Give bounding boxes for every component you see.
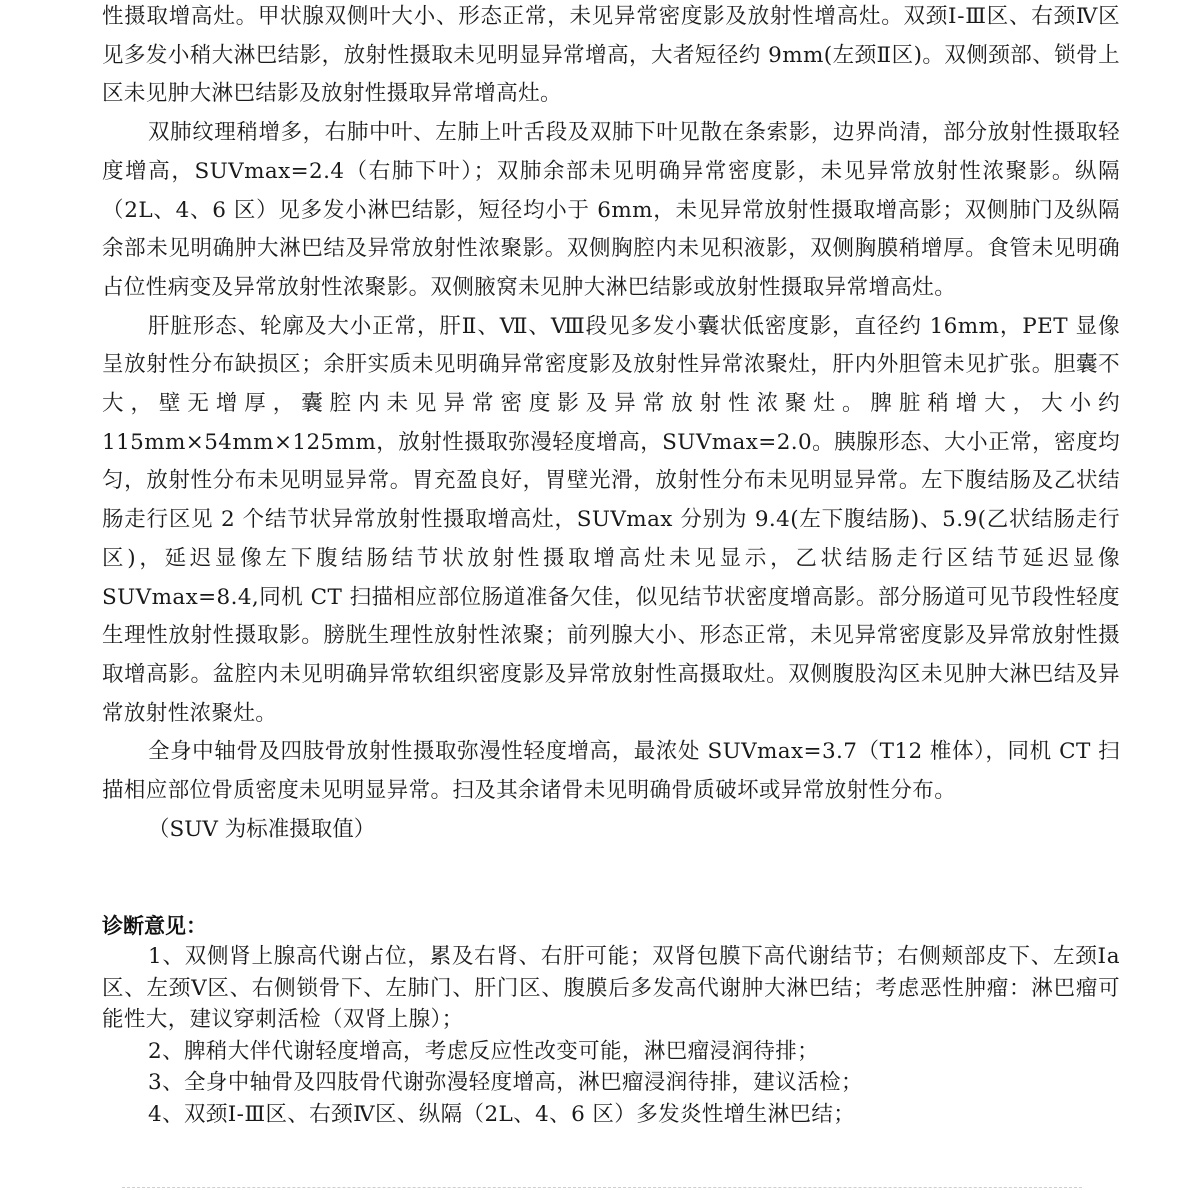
- page-divider: [122, 1187, 1082, 1188]
- report-page: [102, 0, 1120, 1130]
- diagnosis-item: 3、全身中轴骨及四肢骨代谢弥漫轻度增高，淋巴瘤浸润待排，建议活检；: [148, 1070, 863, 1096]
- diagnosis-item: 4、双颈Ⅰ-Ⅲ区、右颈Ⅳ区、纵隔（2L、4、6 区）多发炎性增生淋巴结；: [148, 1101, 856, 1127]
- diagnosis-item: 2、脾稍大伴代谢轻度增高，考虑反应性改变可能，淋巴瘤浸润待排；: [148, 1038, 820, 1064]
- diagnosis-section: [102, 911, 1120, 1130]
- findings-paragraph-chest: 双肺纹理稍增多，右肺中叶、左肺上叶舌段及双肺下叶见散在条索影，边界尚清，部分放射性摄取轻度增高，SUVmax=2.4（右肺下叶）；双肺余部未见明确异常密度影，未见异常放射性浓聚影。纵隔（2L、4、6 区）见多发小淋巴结影，短径均小于 6mm，未见异常放射性摄取增高影；双侧肺门及纵隔余部未见明确肿大淋巴结及异常放射性浓聚影。双侧胸腔内未见积液影，双侧胸膜稍增厚。食管未见明确占位性病变及异常放射性浓聚影。双侧腋窝未见肿大淋巴结影或放射性摄取异常增高灶。: [102, 120, 1120, 300]
- findings-section: [102, 0, 1120, 849]
- findings-paragraph-abdomen: 肝脏形态、轮廓及大小正常，肝Ⅱ、Ⅶ、Ⅷ段见多发小囊状低密度影，直径约 16mm，PET 显像呈放射性分布缺损区；余肝实质未见明确异常密度影及放射性异常浓聚灶，肝内外胆管未见扩张。胆囊不大，壁无增厚，囊腔内未见异常密度影及异常放射性浓聚灶。脾脏稍增大，大小约 115mm×54mm×125mm，放射性摄取弥漫轻度增高，SUVmax=2.0。胰腺形态、大小正常，密度均匀，放射性分布未见明显异常。胃充盈良好，胃壁光滑，放射性分布未见明显异常。左下腹结肠及乙状结肠走行区见 2 个结节状异常放射性摄取增高灶，SUVmax 分别为 9.4(左下腹结肠)、5.9(乙状结肠走行区)，延迟显像左下腹结肠结节状放射性摄取增高灶未见显示，乙状结肠走行区结节延迟显像 SUVmax=8.4,同机 CT 扫描相应部位肠道准备欠佳，似见结节状密度增高影。部分肠道可见节段性轻度生理性放射性摄取影。膀胱生理性放射性浓聚；前列腺大小、形态正常，未见异常密度影及异常放射性摄取增高影。盆腔内未见明确异常软组织密度影及异常放射性高摄取灶。双侧腹股沟区未见肿大淋巴结及异常放射性浓聚灶。: [102, 313, 1120, 726]
- suv-note: （SUV 为标准摄取值）: [148, 816, 376, 842]
- findings-paragraph-bone: 全身中轴骨及四肢骨放射性摄取弥漫性轻度增高，最浓处 SUVmax=3.7（T12 椎体），同机 CT 扫描相应部位骨质密度未见明显异常。扫及其余诸骨未见明确骨质破坏或异常放射性分布。: [102, 739, 1120, 804]
- diagnosis-item: 1、双侧肾上腺高代谢占位，累及右肾、右肝可能；双肾包膜下高代谢结节；右侧颊部皮下、左颈Ⅰa 区、左颈Ⅴ区、右侧锁骨下、左肺门、肝门区、腹膜后多发高代谢肿大淋巴结；考虑恶性肿瘤：淋巴瘤可能性大，建议穿刺活检（双肾上腺）；: [102, 944, 1120, 1033]
- findings-paragraph-neck: 性摄取增高灶。甲状腺双侧叶大小、形态正常，未见异常密度影及放射性增高灶。双颈Ⅰ-Ⅲ区、右颈Ⅳ区见多发小稍大淋巴结影，放射性摄取未见明显异常增高，大者短径约 9mm(左颈Ⅱ区)。双侧颈部、锁骨上区未见肿大淋巴结影及放射性摄取异常增高灶。: [102, 4, 1120, 107]
- diagnosis-list: [102, 941, 1120, 1130]
- diagnosis-title: 诊断意见：: [102, 914, 207, 939]
